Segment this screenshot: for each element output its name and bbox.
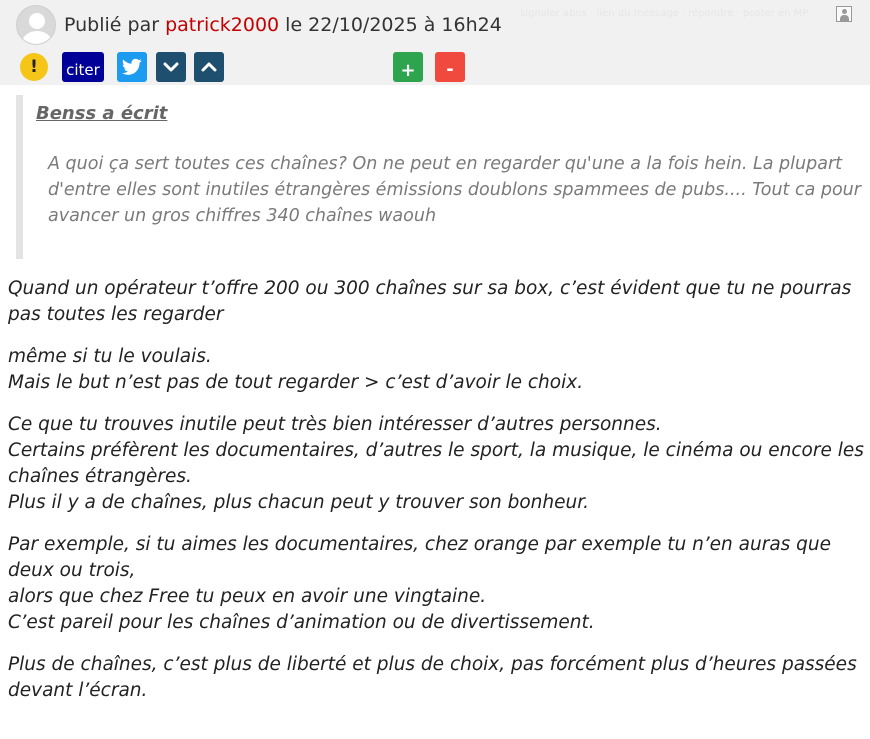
post-meta: [64, 14, 502, 36]
text-line: même si tu le voulais.: [8, 346, 212, 367]
plus-icon: +: [400, 59, 416, 81]
text-line: Par exemple, si tu aimes les documentaires, chez orange par exemple tu n’en auras que deux ou trois,: [8, 534, 832, 581]
scroll-down-button[interactable]: [156, 52, 186, 82]
published-by-label: Publié par: [64, 14, 166, 36]
minus-icon: -: [446, 58, 454, 80]
post-date: le 22/10/2025 à 16h24: [279, 14, 502, 36]
quote-author-link[interactable]: Benss a écrit: [36, 103, 168, 124]
chevron-down-icon: [163, 61, 179, 73]
quoted-message: [16, 95, 870, 259]
profile-icon-body: [840, 15, 849, 21]
text-line: Certains préfèrent les documentaires, d’autres le sport, la musique, le cinéma ou encore les chaînes étrangères.: [8, 440, 864, 487]
paragraph: [8, 532, 868, 636]
avatar-body-shape: [22, 31, 52, 45]
avatar-head-shape: [29, 13, 45, 29]
paragraph: [8, 276, 868, 328]
text-line: Ce que tu trouves inutile peut très bien intéresser d’autres personnes.: [8, 414, 662, 435]
text-line: C’est pareil pour les chaînes d’animation ou de divertissement.: [8, 612, 595, 633]
upvote-button[interactable]: [393, 52, 423, 82]
text-line: Mais le but n’est pas de tout regarder > c’est d’avoir le choix.: [8, 372, 584, 393]
quote-button[interactable]: [62, 52, 104, 82]
text-line: alors que chez Free tu peux en avoir une vingtaine.: [8, 586, 487, 607]
twitter-share-button[interactable]: [117, 52, 147, 82]
quote-text: A quoi ça sert toutes ces chaînes? On ne peut en regarder qu'une a la fois hein. La plupart d'entre elles sont inutiles étrangères émissions doublons spammees de pubs.... Tout ca pour avancer un gros chiffres 340 chaînes waouh: [48, 154, 861, 226]
chevron-up-icon: [201, 61, 217, 73]
text-line: Plus de chaînes, c’est plus de liberté et plus de choix, pas forcément plus d’heures passées devant l’écran.: [8, 654, 857, 701]
quote-button-label: citer: [66, 61, 100, 79]
paragraph: [8, 652, 868, 704]
warning-icon: !: [30, 57, 38, 77]
text-line: Plus il y a de chaînes, plus chacun peut y trouver son bonheur.: [8, 492, 589, 513]
post-body: [8, 276, 868, 720]
downvote-button[interactable]: [435, 52, 465, 82]
post-header: [0, 0, 870, 85]
author-link[interactable]: patrick2000: [165, 14, 280, 36]
user-profile-icon[interactable]: [836, 6, 852, 22]
text-line: Quand un opérateur t’offre 200 ou 300 chaînes sur sa box, c’est évident que tu ne pourras pas toutes les regarder: [8, 278, 852, 325]
paragraph: [8, 344, 868, 396]
header-faint-links[interactable]: signaler abus · lien du message · répondre · poster en MP: [520, 8, 809, 19]
twitter-bird-icon: [122, 58, 142, 76]
user-avatar[interactable]: [16, 5, 56, 45]
scroll-up-button[interactable]: [194, 52, 224, 82]
paragraph: [8, 412, 868, 516]
report-warning-button[interactable]: [20, 53, 48, 81]
profile-icon-head: [842, 9, 847, 14]
